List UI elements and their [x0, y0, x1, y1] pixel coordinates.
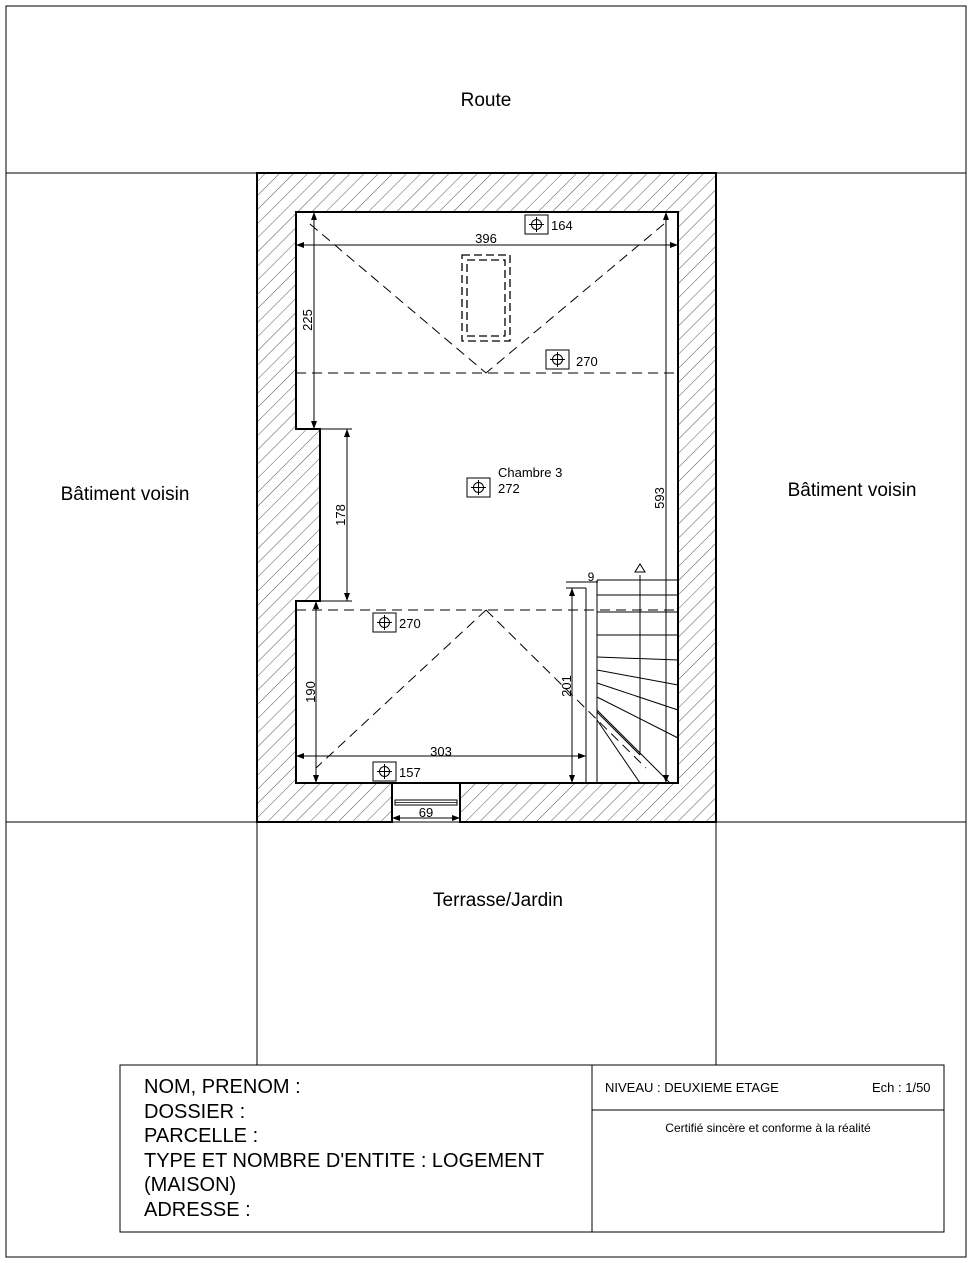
skylight-outer: [462, 255, 510, 341]
stair-direction-arrow: [635, 564, 645, 572]
height-marker-upper-ridge: [546, 350, 569, 369]
height-value-top: 164: [551, 218, 573, 233]
dim-top-width: 396: [475, 231, 497, 246]
dimension-lines: [296, 212, 678, 818]
dim-lower-width: 303: [430, 744, 452, 759]
field-niveau: NIVEAU : DEUXIEME ETAGE: [605, 1080, 779, 1095]
field-parcelle: PARCELLE :: [144, 1125, 259, 1147]
field-echelle: Ech : 1/50: [872, 1080, 931, 1095]
dimension-arrows: [296, 212, 678, 821]
field-adresse: ADRESSE :: [144, 1198, 251, 1221]
height-marker-top: [525, 215, 548, 234]
dim-door-width: 69: [418, 805, 434, 820]
garden-label: Terrasse/Jardin: [433, 890, 563, 911]
dim-upper-left-height: 225: [300, 309, 315, 331]
staircase: [586, 575, 678, 783]
room-label: Chambre 3: [498, 465, 563, 480]
height-value-center: 272: [498, 481, 520, 496]
field-certification: Certifié sincère et conforme à la réalité: [665, 1121, 871, 1135]
dim-lower-left-height: 190: [303, 681, 318, 703]
neighbor-left-label: Bâtiment voisin: [60, 484, 190, 505]
height-value-lower-ridge: 270: [399, 616, 421, 631]
neighbor-right-label: Bâtiment voisin: [787, 480, 917, 501]
field-nom-prenom: NOM, PRENOM :: [144, 1076, 301, 1098]
dim-stair-gap: 9: [587, 570, 595, 584]
skylight-inner: [467, 260, 505, 336]
field-dossier: DOSSIER :: [144, 1100, 246, 1123]
height-value-upper-ridge: 270: [576, 354, 598, 369]
dim-right-height: 593: [652, 487, 667, 509]
dim-alcove-height: 178: [333, 504, 348, 526]
height-marker-center: [467, 478, 490, 497]
title-block-identity: [144, 1075, 584, 1222]
road-label: Route: [460, 90, 512, 111]
height-marker-lower-ridge: [373, 613, 396, 632]
dim-stair-height: 201: [559, 675, 574, 697]
height-marker-bottom: [373, 762, 396, 781]
field-type-entite: TYPE ET NOMBRE D'ENTITE : LOGEMENT (MAISON): [144, 1149, 544, 1196]
height-value-bottom: 157: [399, 765, 421, 780]
